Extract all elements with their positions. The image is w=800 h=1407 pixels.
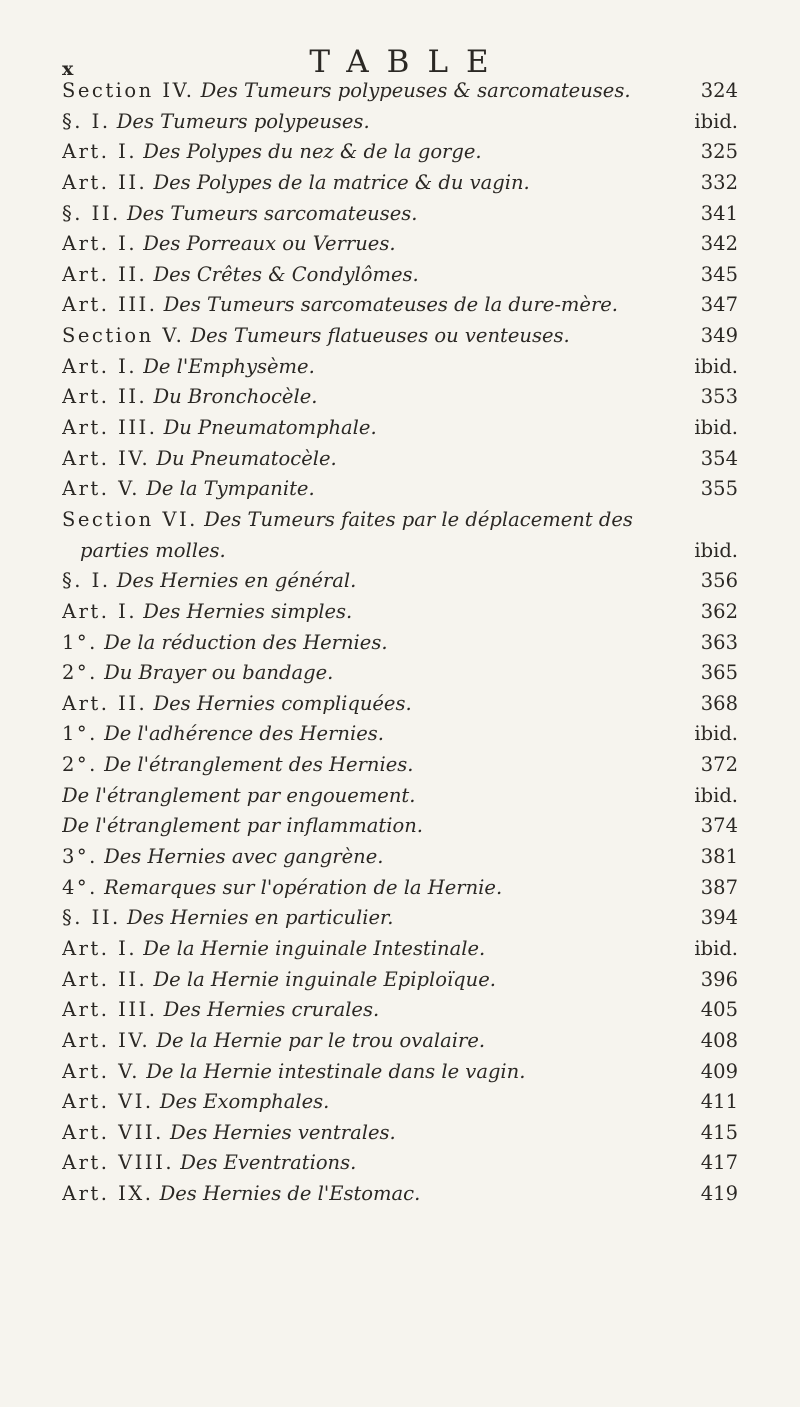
toc-entry-title: Des Tumeurs sarcomateuses de la dure-mère. [163,293,619,317]
toc-entry-lead: Art. III. [62,416,158,440]
toc-entry-title: De l'étranglement des Hernies. [104,753,414,777]
toc-entry-lead: Art. IV. [62,446,151,470]
toc-entry-page: 324 [700,79,738,102]
toc-entry-page: 363 [700,630,738,654]
toc-entry-label [62,1118,396,1149]
toc-entry-label [62,229,396,260]
toc-entry [62,1118,738,1149]
toc-entry-lead: Art. I. [62,354,138,378]
toc-entry-lead: Art. I. [62,232,138,256]
toc-entry-label [62,628,388,659]
toc-entry-label [62,903,393,934]
toc-entry-title: De l'Emphysème. [143,354,315,378]
toc-entry-lead: Section IV. [62,79,195,102]
toc-entry-title: Des Hernies compliquées. [153,691,412,715]
toc-entry [62,168,738,199]
toc-entry [62,995,738,1026]
toc-entry-label [62,719,384,750]
toc-entry-label [62,995,379,1026]
toc-entry [62,290,738,321]
toc-entry-title: Du Brayer ou bandage. [104,661,334,685]
toc-entry-lead: Art. VIII. [62,1151,175,1175]
toc-entry [62,1087,738,1118]
toc-entry-page: 409 [700,1059,738,1083]
toc-entry-lead: Art. II. [62,385,148,409]
toc-entry-lead: Art. VI. [62,1090,154,1114]
toc-entry-label [62,321,570,352]
toc-entry-label [62,965,496,996]
toc-entry-page: 419 [700,1182,738,1206]
toc-entry [62,781,738,812]
toc-entry-page: 342 [700,232,738,256]
toc-entry-lead: §. I. [62,569,111,593]
toc-entry-lead: Art. III. [62,998,158,1022]
toc-entry-page: 353 [700,385,738,409]
toc-entry-label [62,934,485,965]
toc-entry-label [62,505,633,536]
toc-entry-page: ibid. [694,416,738,440]
toc-entry-title: Du Pneumatocèle. [156,446,337,470]
toc-entry [62,352,738,383]
toc-entry-label [62,842,383,873]
toc-entry [62,597,738,628]
toc-entry-page: ibid. [694,936,738,960]
toc-entry [62,811,738,842]
toc-entry-label [62,474,315,505]
toc-entry [62,842,738,873]
toc-entry-title: Des Porreaux ou Verrues. [143,232,396,256]
toc-entry-lead: 2°. [62,661,98,685]
toc-entry-title: De l'adhérence des Hernies. [104,722,384,746]
toc-entry-label [62,260,419,291]
toc-entry [62,1026,738,1057]
toc-entry-title: Des Hernies avec gangrène. [104,845,384,869]
toc-entry-title: Des Polypes de la matrice & du vagin. [153,170,530,194]
toc-entry-title: Des Tumeurs polypeuses & sarcomateuses. [200,79,631,102]
toc-entry-lead: Art. VII. [62,1120,164,1144]
toc-entry-title: Des Hernies crurales. [163,998,380,1022]
toc-entry-lead: Art. III. [62,293,158,317]
toc-entry-lead: Art. II. [62,691,148,715]
toc-entry-label [62,1087,329,1118]
toc-entry-page: 341 [700,201,738,225]
table-of-contents [62,76,738,1210]
toc-entry-page: ibid. [694,109,738,133]
toc-entry-title: Des Polypes du nez & de la gorge. [143,140,482,164]
toc-entry [62,750,738,781]
toc-entry-page: 394 [700,906,738,930]
toc-entry-title: parties molles. [80,538,226,562]
toc-entry-title: De la Hernie par le trou ovalaire. [156,1028,486,1052]
toc-entry-lead: Section VI. [62,507,198,531]
toc-entry-title: De la Hernie intestinale dans le vagin. [146,1059,526,1083]
toc-entry-label [62,382,317,413]
toc-entry-label [62,413,377,444]
toc-entry [62,413,738,444]
toc-entry-lead: Art. I. [62,599,138,623]
toc-entry-page: 354 [700,446,738,470]
toc-entry-lead: Art. II. [62,170,148,194]
toc-entry-page: ibid. [694,354,738,378]
toc-entry-title: De la Hernie inguinale Intestinale. [143,936,486,960]
toc-entry-lead: 1°. [62,630,98,654]
toc-entry-page: 332 [700,170,738,194]
toc-entry-title: Du Bronchocèle. [153,385,318,409]
toc-entry-page: 345 [700,262,738,286]
toc-entry-page: 417 [700,1151,738,1175]
toc-entry-lead: §. II. [62,201,121,225]
toc-entry-title: De l'étranglement par inflammation. [62,814,423,838]
toc-entry-page: 372 [700,753,738,777]
toc-entry-lead: Art. V. [62,477,141,501]
toc-entry-lead: 1°. [62,722,98,746]
toc-entry-page: ibid. [694,783,738,807]
toc-entry-label [62,597,352,628]
toc-entry-title: De la Hernie inguinale Epiploïque. [153,967,496,991]
toc-entry [62,382,738,413]
toc-entry-title: Des Tumeurs polypeuses. [116,109,370,133]
toc-entry-title: Des Tumeurs flatueuses ou venteuses. [190,324,570,348]
page-number: x [62,58,74,80]
toc-entry-label [62,199,417,230]
toc-entry-label [62,1148,356,1179]
toc-entry-page: 405 [700,998,738,1022]
toc-entry-lead: Art. IV. [62,1028,151,1052]
toc-entry-title: Des Exomphales. [159,1090,330,1114]
toc-entry-label [62,352,315,383]
toc-entry-page: 374 [700,814,738,838]
toc-entry-page: 362 [700,599,738,623]
toc-entry-page: 355 [700,477,738,501]
toc-entry [62,1148,738,1179]
toc-entry-title: Des Tumeurs sarcomateuses. [126,201,418,225]
toc-entry-lead: Art. V. [62,1059,141,1083]
toc-entry [62,965,738,996]
toc-entry-title: Des Hernies en général. [116,569,357,593]
toc-entry-label [62,290,618,321]
toc-entry-label [62,1026,485,1057]
toc-entry [62,137,738,168]
toc-entry-page: 408 [700,1028,738,1052]
toc-entry-page: ibid. [694,722,738,746]
toc-entry-title: Des Hernies simples. [143,599,353,623]
toc-entry [62,505,738,536]
toc-entry [62,444,738,475]
toc-entry-lead: 2°. [62,753,98,777]
toc-entry-page: ibid. [694,538,738,562]
toc-entry-label [62,658,333,689]
toc-entry-lead: Art. II. [62,967,148,991]
toc-entry-page: 381 [700,845,738,869]
toc-entry-label [80,536,226,567]
toc-entry-title: Des Eventrations. [180,1151,357,1175]
toc-entry-title: Du Pneumatomphale. [163,416,377,440]
toc-entry-lead: Art. IX. [62,1182,154,1206]
toc-entry-title: Des Hernies ventrales. [170,1120,396,1144]
toc-entry-label [62,750,413,781]
toc-entry-page: 365 [700,661,738,685]
toc-entry-label [62,444,337,475]
toc-entry [62,1057,738,1088]
toc-entry-page: 356 [700,569,738,593]
toc-entry [62,628,738,659]
toc-entry [62,536,738,567]
toc-entry-title: Des Hernies de l'Estomac. [159,1182,421,1206]
toc-entry-lead: Section V. [62,324,185,348]
toc-entry-label [62,566,356,597]
toc-entry [62,107,738,138]
toc-entry-label [62,873,502,904]
toc-entry-title: Des Crêtes & Condylômes. [153,262,419,286]
toc-entry-title: Des Hernies en particulier. [126,906,394,930]
toc-entry-page: 347 [700,293,738,317]
toc-entry-label [62,137,482,168]
toc-entry-title: Des Tumeurs faites par le déplacement des [204,507,633,531]
toc-entry-label [62,781,415,812]
toc-entry-lead: 4°. [62,875,98,899]
toc-entry-lead: 3°. [62,845,98,869]
toc-entry [62,229,738,260]
toc-entry [62,903,738,934]
toc-entry-label [62,1057,525,1088]
toc-entry-lead: §. II. [62,906,121,930]
toc-entry-label [62,168,530,199]
page-title: TABLE [309,44,507,80]
toc-entry-label [62,1179,420,1210]
toc-entry-lead: §. I. [62,109,111,133]
toc-entry [62,934,738,965]
toc-entry [62,658,738,689]
toc-entry-label [62,811,423,842]
toc-entry-lead: Art. II. [62,262,148,286]
toc-entry-lead: Art. I. [62,936,138,960]
toc-entry-page: 415 [700,1120,738,1144]
toc-entry-page: 325 [700,140,738,164]
toc-entry-title: Remarques sur l'opération de la Hernie. [104,875,503,899]
toc-entry-label [62,76,631,107]
toc-entry-title: De la réduction des Hernies. [104,630,388,654]
toc-entry [62,321,738,352]
toc-entry-lead: Art. I. [62,140,138,164]
toc-entry [62,199,738,230]
toc-entry [62,689,738,720]
toc-entry [62,566,738,597]
toc-entry [62,719,738,750]
toc-entry-page: 387 [700,875,738,899]
toc-entry [62,1179,738,1210]
toc-entry-page: 349 [700,324,738,348]
toc-entry-page: 396 [700,967,738,991]
toc-entry [62,76,738,107]
toc-entry-label [62,689,412,720]
toc-entry [62,873,738,904]
toc-entry-page: 411 [700,1090,738,1114]
toc-entry [62,260,738,291]
toc-entry [62,474,738,505]
toc-entry-page: 368 [700,691,738,715]
toc-entry-label [62,107,370,138]
toc-entry-title: De la Tympanite. [146,477,315,501]
toc-entry-title: De l'étranglement par engouement. [62,783,416,807]
